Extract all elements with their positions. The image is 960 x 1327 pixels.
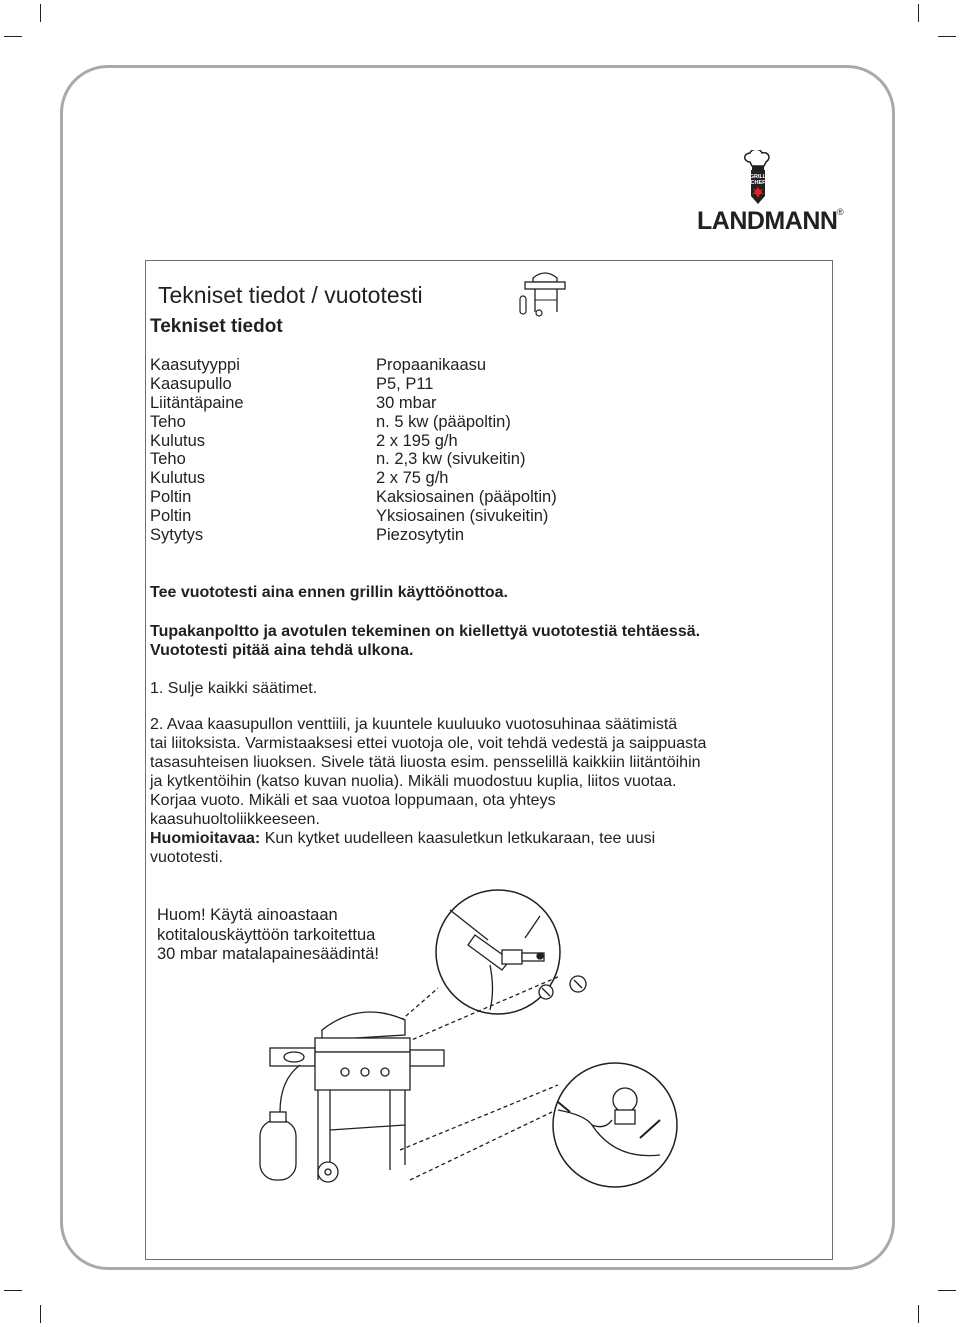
leak-test-illustration <box>240 880 840 1190</box>
step-2-line: Korjaa vuoto. Mikäli et saa vuotoa loppumaan, ota yhteys <box>150 792 556 809</box>
spec-label: Kaasupullo <box>150 374 232 393</box>
spec-value: Kaksiosainen (pääpoltin) <box>376 488 557 507</box>
regulator-detail-circle <box>553 1063 677 1187</box>
spec-label: Poltin <box>150 488 192 507</box>
crop-mark <box>938 1290 956 1291</box>
spec-value: Yksiosainen (sivukeitin) <box>376 507 549 526</box>
spec-label: Liitäntäpaine <box>150 393 244 412</box>
warning-line-2: Vuototesti pitää aina tehdä ulkona. <box>150 642 414 659</box>
spec-label: Teho <box>150 412 186 431</box>
crop-mark <box>938 36 956 37</box>
step-1: 1. Sulje kaikki säätimet. <box>150 680 318 697</box>
spec-row <box>150 375 557 394</box>
note-line: Huom! Käytä ainoastaan <box>157 906 338 924</box>
spec-label: Kulutus <box>150 431 206 450</box>
step-2-paragraph <box>150 715 820 867</box>
attention-line-2: vuototesti. <box>150 849 223 866</box>
attention-label: Huomioitavaa: <box>150 830 261 847</box>
spec-value: 2 x 195 g/h <box>376 431 458 450</box>
brand-registered-mark: ® <box>837 207 844 217</box>
spec-value: 2 x 75 g/h <box>376 469 449 488</box>
spec-label: Poltin <box>150 507 192 526</box>
step-2-line: ja kytkentöihin (katso kuvan nuolia). Mikäli muodostuu kuplia, liitos vuotaa. <box>150 773 677 790</box>
section-heading: Tekniset tiedot <box>150 316 283 337</box>
spec-row <box>150 432 557 451</box>
page-title: Tekniset tiedot / vuototesti <box>158 282 423 308</box>
brand-name: LANDMANN <box>697 207 838 235</box>
crop-mark <box>4 1290 22 1291</box>
spec-row <box>150 488 557 507</box>
spec-row <box>150 469 557 488</box>
step-2-line: tai liitoksista. Varmistaaksesi ettei vuotoja ole, voit tehdä vedestä ja saippuasta <box>150 735 707 752</box>
spec-row <box>150 507 557 526</box>
spec-table <box>150 356 557 545</box>
spec-value: Propaanikaasu <box>376 356 487 374</box>
crop-mark <box>4 36 22 37</box>
spec-value: 30 mbar <box>376 393 437 412</box>
crop-mark <box>918 1305 919 1323</box>
spec-value: Piezosytytin <box>376 526 465 545</box>
logo-badge-text-1: GRILL <box>749 174 767 180</box>
spec-value: n. 2,3 kw (sivukeitin) <box>376 450 526 469</box>
spec-row <box>150 450 557 469</box>
attention-line <box>150 829 820 848</box>
spec-label: Sytytys <box>150 526 204 545</box>
leak-test-intro: Tee vuototesti aina ennen grillin käyttöönottoa. <box>150 584 508 601</box>
crop-mark <box>918 4 919 22</box>
spec-row <box>150 526 557 545</box>
spec-label: Kulutus <box>150 469 206 488</box>
spec-label: Kaasutyyppi <box>150 356 240 374</box>
spec-row <box>150 394 557 413</box>
spec-label: Teho <box>150 450 186 469</box>
attention-text: Kun kytket uudelleen kaasuletkun letkukaraan, tee uusi <box>260 830 656 847</box>
step-2-line: 2. Avaa kaasupullon venttiili, ja kuuntele kuuluuko vuotosuhinaa säätimistä <box>150 716 678 733</box>
note-line: 30 mbar matalapainesäädintä! <box>157 945 379 964</box>
warning-line-1: Tupakanpoltto ja avotulen tekeminen on kiellettyä vuototestiä tehtäessä. <box>150 623 701 640</box>
spec-value: n. 5 kw (pääpoltin) <box>376 412 511 431</box>
logo-badge-text-2: CHEF <box>750 180 766 186</box>
crop-mark <box>40 1305 41 1323</box>
spec-row <box>150 413 557 432</box>
spec-row <box>150 356 557 375</box>
step-2-line: tasasuhteisen liuoksen. Sivele tätä liuosta esim. pensselillä kaikkiin liitäntöihin <box>150 754 701 771</box>
grill-icon <box>515 268 567 320</box>
note-line: kotitalouskäyttöön tarkoitettua <box>157 925 376 944</box>
crop-mark <box>40 4 41 22</box>
spec-value: P5, P11 <box>376 374 434 393</box>
step-2-line: kaasuhuoltoliikkeeseen. <box>150 811 320 828</box>
